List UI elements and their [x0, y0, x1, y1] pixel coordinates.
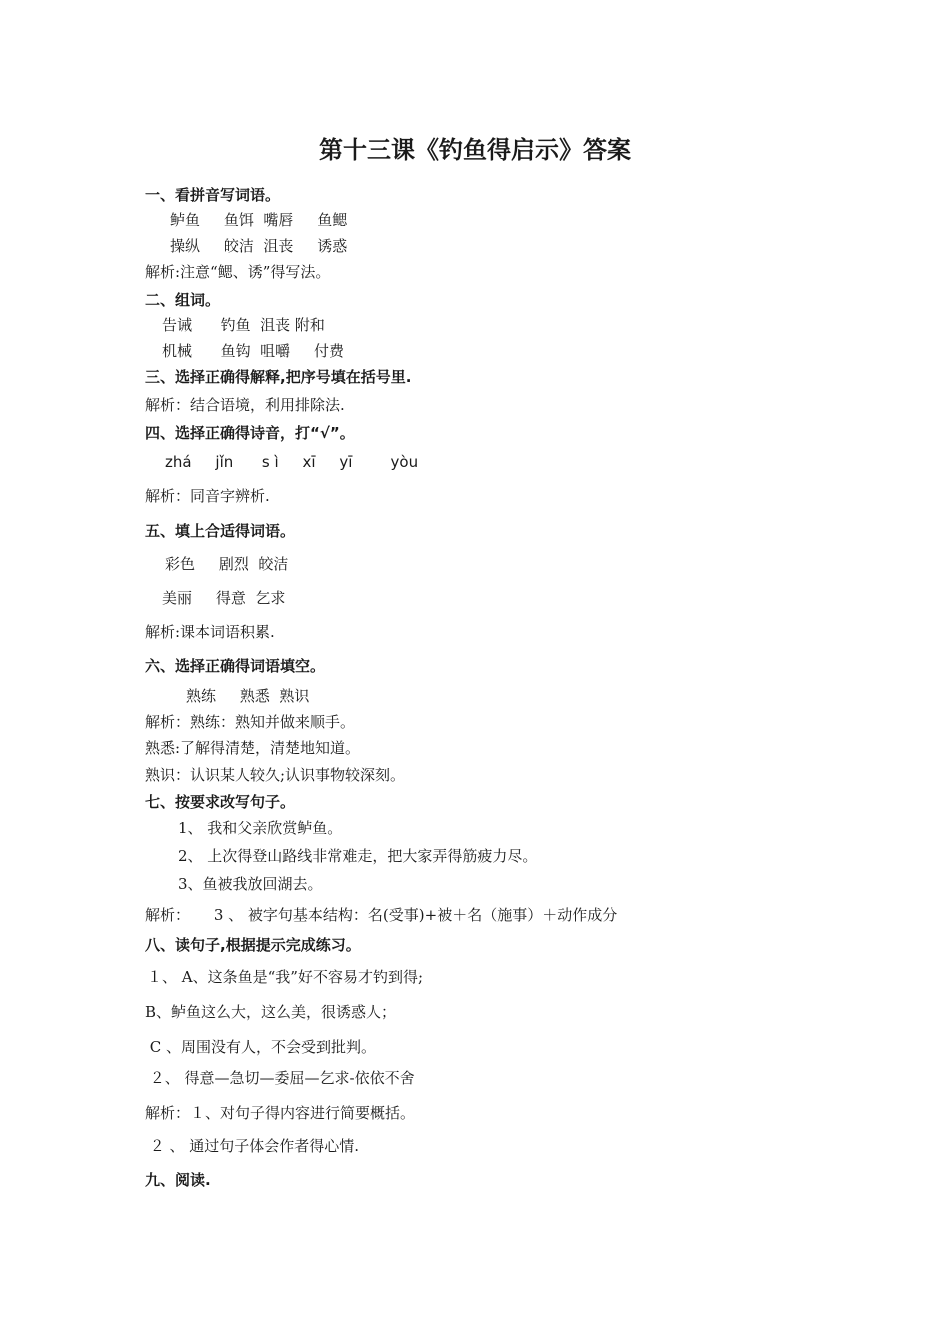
- section-9-heading: 九、阅读.: [145, 1171, 211, 1189]
- section-6-note-1: 解析：熟练：熟知并做来顺手。: [145, 713, 356, 731]
- section-1-heading: 一、看拼音写词语。: [145, 186, 281, 204]
- section-7-item-1: 1、 我和父亲欣赏鲈鱼。: [178, 819, 343, 837]
- section-8-item-b: B、鲈鱼这么大，这么美，很诱惑人；: [145, 1003, 397, 1021]
- section-4-heading: 四、选择正确得诗音，打“√”。: [145, 424, 355, 442]
- section-7-item-2: 2、 上次得登山路线非常难走，把大家弄得筋疲力尽。: [178, 847, 538, 865]
- section-5-note: 解析:课本词语积累.: [145, 623, 275, 641]
- section-7-heading: 七、按要求改写句子。: [145, 793, 296, 811]
- section-6-note-3: 熟识：认识某人较久;认识事物较深刻。: [145, 766, 406, 784]
- section-6-note-2: 熟悉:了解得清楚，清楚地知道。: [145, 739, 361, 757]
- section-3-heading: 三、选择正确得解释,把序号填在括号里.: [145, 368, 412, 386]
- section-2-row-1: 告诫 钓鱼 沮丧 附和: [162, 316, 325, 334]
- section-4-note: 解析：同音字辨析.: [145, 487, 270, 505]
- page-title: 第十三课《钓鱼得启示》答案: [319, 136, 631, 164]
- section-1-row-2: 操纵 皎洁 沮丧 诱惑: [170, 237, 348, 255]
- section-4-pinyin: zhá jǐn s ì xī yī yòu: [165, 453, 419, 471]
- section-2-row-2: 机械 鱼钩 咀嚼 付费: [162, 342, 344, 360]
- section-5-heading: 五、填上合适得词语。: [145, 522, 296, 540]
- section-6-heading: 六、选择正确得词语填空。: [145, 657, 326, 675]
- section-5-row-1: 彩色 剧烈 皎洁: [165, 555, 289, 573]
- section-5-row-2: 美丽 得意 乞求: [162, 589, 286, 607]
- section-1-row-1: 鲈鱼 鱼饵 嘴唇 鱼鳃: [170, 211, 348, 229]
- section-8-item-d: ２、 得意—急切—委屈—乞求-依依不舍: [145, 1069, 415, 1087]
- section-8-note-2: ２ 、 通过句子体会作者得心情.: [145, 1137, 360, 1155]
- section-7-note: 解析： 3 、 被字句基本结构：名(受事)+被＋名（施事）＋动作成分: [145, 906, 618, 924]
- section-8-item-a: １、 A、这条鱼是“我”好不容易才钓到得;: [147, 968, 423, 986]
- section-2-heading: 二、组词。: [145, 291, 221, 309]
- section-7-item-3: 3、鱼被我放回湖去。: [178, 875, 323, 893]
- section-8-note-1: 解析：１、对句子得内容进行简要概括。: [145, 1104, 416, 1122]
- section-8-heading: 八、读句子,根据提示完成练习。: [145, 936, 361, 954]
- section-8-item-c: C 、周围没有人，不会受到批判。: [145, 1038, 377, 1056]
- section-1-note: 解析:注意“鳃、诱”得写法。: [145, 263, 331, 281]
- section-3-note: 解析：结合语境，利用排除法.: [145, 396, 345, 414]
- section-6-row-1: 熟练 熟悉 熟识: [186, 687, 310, 705]
